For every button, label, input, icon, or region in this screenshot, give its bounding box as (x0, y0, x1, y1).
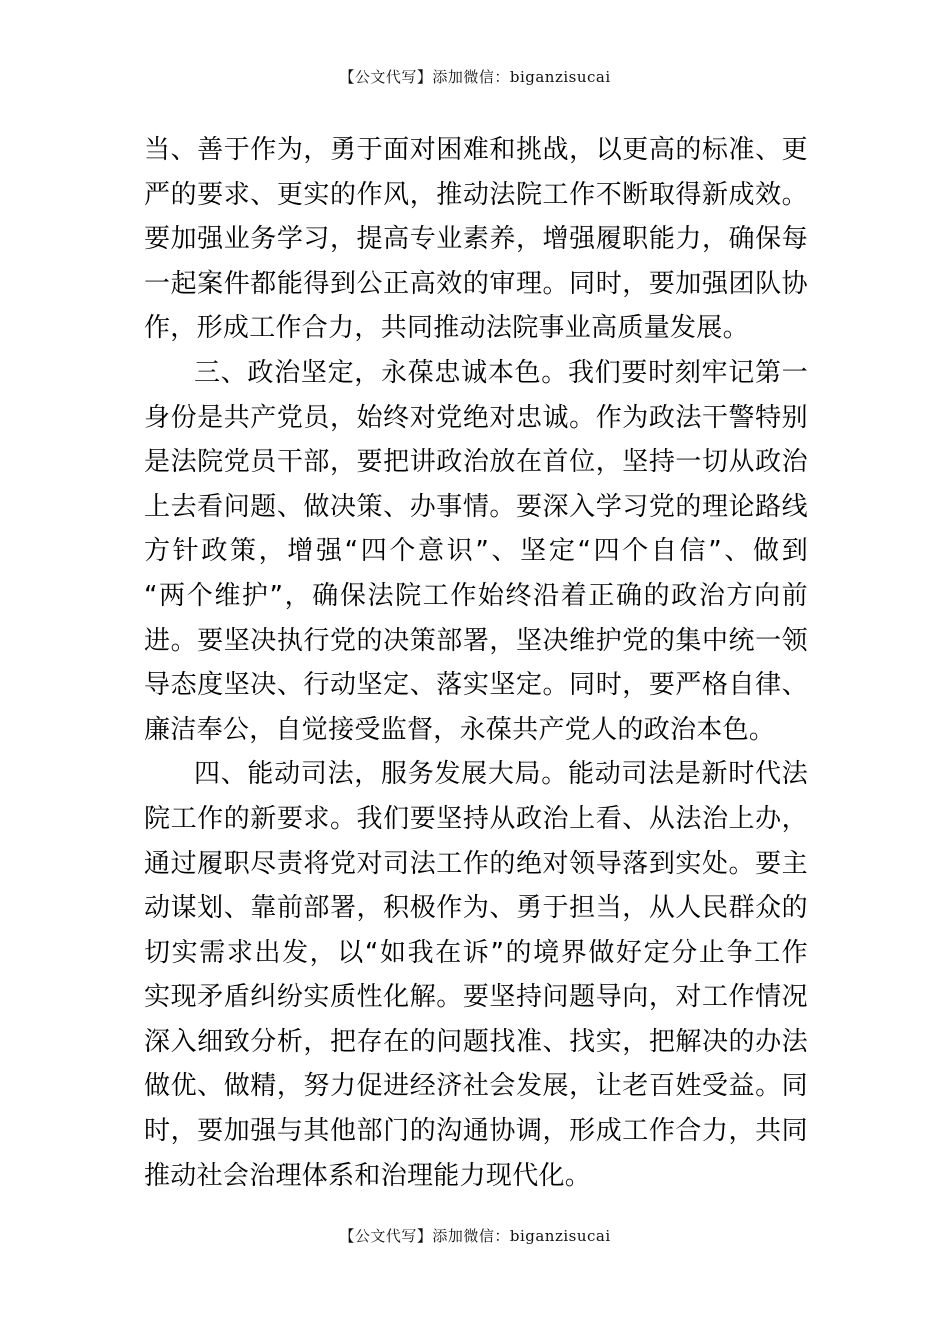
text-line: 深入细致分析，把存在的问题找准、找实，把解决的办法 (144, 1026, 808, 1057)
text-line: 进。要坚决执行党的决策部署，坚决维护党的集中统一领 (144, 625, 808, 656)
section-heading-line: 三、政治坚定，永葆忠诚本色。我们要时刻牢记第一 (194, 357, 808, 388)
section-heading-line: 四、能动司法，服务发展大局。能动司法是新时代法 (194, 759, 808, 790)
text-line: 是法院党员干部，要把讲政治放在首位，坚持一切从政治 (144, 447, 808, 478)
page-footer-watermark: 【公文代写】添加微信：biganzisucai (339, 1227, 611, 1245)
text-line: 身份是共产党员，始终对党绝对忠诚。作为政法干警特别 (144, 402, 808, 433)
document-body (144, 128, 808, 1198)
text-line: 做优、做精，努力促进经济社会发展，让老百姓受益。同 (144, 1071, 808, 1102)
text-line: 推动社会治理体系和治理能力现代化。 (144, 1160, 592, 1191)
text-line: 实现矛盾纠纷实质性化解。要坚持问题导向，对工作情况 (144, 982, 808, 1013)
text-line: 切实需求出发，以“如我在诉”的境界做好定分止争工作 (144, 937, 808, 968)
text-line: 要加强业务学习，提高专业素养，增强履职能力，确保每 (144, 224, 808, 255)
page-header-watermark: 【公文代写】添加微信：biganzisucai (339, 68, 611, 86)
text-line: 一起案件都能得到公正高效的审理。同时，要加强团队协 (144, 268, 808, 299)
text-line: 通过履职尽责将党对司法工作的绝对领导落到实处。要主 (144, 848, 808, 879)
text-line: “两个维护”，确保法院工作始终沿着正确的政治方向前 (144, 580, 808, 611)
text-line: 院工作的新要求。我们要坚持从政治上看、从法治上办， (144, 803, 808, 834)
text-line: 当、善于作为，勇于面对困难和挑战，以更高的标准、更 (144, 135, 808, 165)
text-line: 严的要求、更实的作风，推动法院工作不断取得新成效。 (144, 179, 808, 210)
text-line: 时，要加强与其他部门的沟通协调，形成工作合力，共同 (144, 1116, 808, 1147)
text-line: 动谋划、靠前部署，积极作为、勇于担当，从人民群众的 (144, 893, 808, 924)
text-line: 上去看问题、做决策、办事情。要深入学习党的理论路线 (144, 491, 808, 522)
text-line: 导态度坚决、行动坚定、落实坚定。同时，要严格自律、 (144, 670, 808, 701)
text-line: 作，形成工作合力，共同推动法院事业高质量发展。 (144, 313, 749, 344)
text-line: 方针政策，增强“四个意识”、坚定“四个自信”、做到 (144, 536, 808, 567)
text-line: 廉洁奉公，自觉接受监督，永葆共产党人的政治本色。 (144, 714, 776, 745)
